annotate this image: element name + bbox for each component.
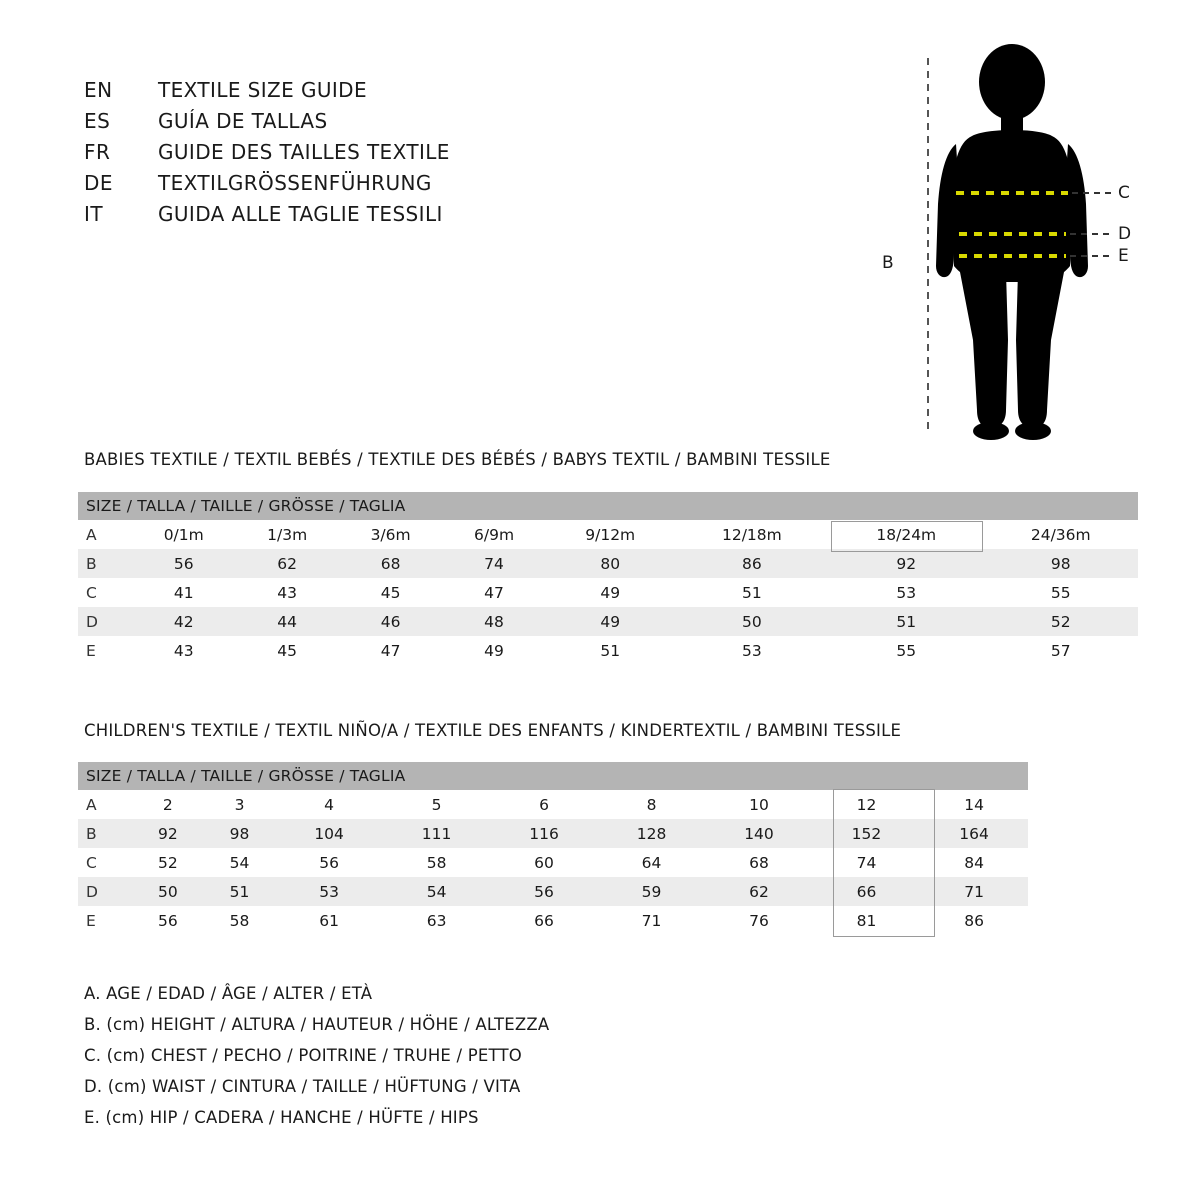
chest-label-c: C — [1118, 183, 1130, 203]
cell: 1/3m — [235, 520, 338, 549]
cell: 152 — [813, 819, 920, 848]
cell: 62 — [705, 877, 812, 906]
cell: 86 — [920, 906, 1028, 935]
cell: 51 — [829, 607, 983, 636]
cell: 47 — [339, 636, 442, 665]
title-lang-it: IT — [84, 202, 104, 226]
cell: 58 — [383, 848, 490, 877]
cell: 50 — [675, 607, 829, 636]
row-label-d: D — [78, 877, 132, 906]
cell: 71 — [920, 877, 1028, 906]
hip-label-e: E — [1118, 246, 1129, 266]
row-label-c: C — [78, 578, 132, 607]
title-text-de: TEXTILGRÖSSENFÜHRUNG — [158, 171, 432, 195]
cell: 53 — [275, 877, 382, 906]
cell: 47 — [442, 578, 545, 607]
cell: 56 — [132, 549, 235, 578]
row-label-c: C — [78, 848, 132, 877]
cell: 12 — [813, 790, 920, 819]
cell: 3/6m — [339, 520, 442, 549]
cell: 8 — [598, 790, 705, 819]
title-text-es: GUÍA DE TALLAS — [158, 109, 328, 133]
cell: 0/1m — [132, 520, 235, 549]
table-row — [78, 549, 1138, 578]
cell: 43 — [235, 578, 338, 607]
row-label-b: B — [78, 549, 132, 578]
cell: 46 — [339, 607, 442, 636]
cell: 98 — [204, 819, 276, 848]
cell: 4 — [275, 790, 382, 819]
title-text-it: GUIDA ALLE TAGLIE TESSILI — [158, 202, 443, 226]
title-lang-es: ES — [84, 109, 111, 133]
cell: 54 — [204, 848, 276, 877]
cell: 58 — [204, 906, 276, 935]
legend-line-b: B. (cm) HEIGHT / ALTURA / HAUTEUR / HÖHE / ALTEZZA — [84, 1015, 550, 1034]
table-header-row — [78, 762, 1028, 790]
child-silhouette — [936, 44, 1088, 440]
row-label-a: A — [78, 520, 132, 549]
table-row — [78, 578, 1138, 607]
cell: 164 — [920, 819, 1028, 848]
title-row — [84, 78, 704, 109]
cell: 10 — [705, 790, 812, 819]
cell: 80 — [546, 549, 675, 578]
cell: 45 — [339, 578, 442, 607]
cell: 41 — [132, 578, 235, 607]
cell: 57 — [984, 636, 1139, 665]
cell: 64 — [598, 848, 705, 877]
cell: 81 — [813, 906, 920, 935]
table-row — [78, 848, 1028, 877]
cell: 53 — [829, 578, 983, 607]
row-label-a: A — [78, 790, 132, 819]
cell: 56 — [490, 877, 597, 906]
cell: 14 — [920, 790, 1028, 819]
cell: 3 — [204, 790, 276, 819]
cell: 59 — [598, 877, 705, 906]
cell: 2 — [132, 790, 204, 819]
cell: 76 — [705, 906, 812, 935]
cell: 74 — [813, 848, 920, 877]
cell: 116 — [490, 819, 597, 848]
cell: 49 — [546, 607, 675, 636]
title-row — [84, 109, 704, 140]
table-header-row — [78, 492, 1138, 520]
children-section-heading: CHILDREN'S TEXTILE / TEXTIL NIÑO/A / TEXTILE DES ENFANTS / KINDERTEXTIL / BAMBINI TESSILE — [84, 721, 902, 740]
table-row — [78, 790, 1028, 819]
cell: 66 — [813, 877, 920, 906]
cell: 66 — [490, 906, 597, 935]
table-row — [78, 819, 1028, 848]
legend-line-d: D. (cm) WAIST / CINTURA / TAILLE / HÜFTUNG / VITA — [84, 1077, 521, 1096]
cell: 49 — [442, 636, 545, 665]
cell: 44 — [235, 607, 338, 636]
cell: 63 — [383, 906, 490, 935]
table-row — [78, 906, 1028, 935]
cell: 84 — [920, 848, 1028, 877]
row-label-d: D — [78, 607, 132, 636]
cell: 51 — [546, 636, 675, 665]
title-block — [84, 78, 704, 233]
legend-line-a: A. AGE / EDAD / ÂGE / ALTER / ETÀ — [84, 984, 373, 1003]
cell: 62 — [235, 549, 338, 578]
children-size-table — [78, 762, 1028, 935]
cell: 12/18m — [675, 520, 829, 549]
cell: 60 — [490, 848, 597, 877]
babies-size-table — [78, 492, 1138, 665]
table-row — [78, 520, 1138, 549]
cell: 52 — [984, 607, 1139, 636]
babies-section-heading: BABIES TEXTILE / TEXTIL BEBÉS / TEXTILE DES BÉBÉS / BABYS TEXTIL / BAMBINI TESSILE — [84, 450, 831, 469]
table-row — [78, 607, 1138, 636]
cell: 71 — [598, 906, 705, 935]
title-lang-de: DE — [84, 171, 114, 195]
cell: 74 — [442, 549, 545, 578]
cell: 104 — [275, 819, 382, 848]
row-label-e: E — [78, 636, 132, 665]
cell: 56 — [275, 848, 382, 877]
cell: 51 — [675, 578, 829, 607]
title-row — [84, 171, 704, 202]
cell: 128 — [598, 819, 705, 848]
title-lang-en: EN — [84, 78, 113, 102]
cell: 98 — [984, 549, 1139, 578]
table-row — [78, 636, 1138, 665]
cell: 49 — [546, 578, 675, 607]
cell: 55 — [984, 578, 1139, 607]
title-row — [84, 140, 704, 171]
title-lang-fr: FR — [84, 140, 111, 164]
height-label-b: B — [882, 253, 894, 273]
cell: 61 — [275, 906, 382, 935]
cell: 6 — [490, 790, 597, 819]
cell: 9/12m — [546, 520, 675, 549]
children-column-header: SIZE / TALLA / TAILLE / GRÖSSE / TAGLIA — [78, 762, 1028, 790]
legend-line-e: E. (cm) HIP / CADERA / HANCHE / HÜFTE / HIPS — [84, 1108, 479, 1127]
table-row — [78, 877, 1028, 906]
cell: 68 — [705, 848, 812, 877]
cell: 52 — [132, 848, 204, 877]
cell: 140 — [705, 819, 812, 848]
title-text-fr: GUIDE DES TAILLES TEXTILE — [158, 140, 450, 164]
cell: 54 — [383, 877, 490, 906]
cell: 18/24m — [829, 520, 983, 549]
cell: 43 — [132, 636, 235, 665]
cell: 55 — [829, 636, 983, 665]
waist-label-d: D — [1118, 224, 1132, 244]
babies-column-header: SIZE / TALLA / TAILLE / GRÖSSE / TAGLIA — [78, 492, 1138, 520]
cell: 68 — [339, 549, 442, 578]
cell: 45 — [235, 636, 338, 665]
cell: 5 — [383, 790, 490, 819]
cell: 92 — [829, 549, 983, 578]
row-label-e: E — [78, 906, 132, 935]
cell: 51 — [204, 877, 276, 906]
cell: 50 — [132, 877, 204, 906]
cell: 53 — [675, 636, 829, 665]
cell: 86 — [675, 549, 829, 578]
cell: 111 — [383, 819, 490, 848]
title-text-en: TEXTILE SIZE GUIDE — [158, 78, 368, 102]
row-label-b: B — [78, 819, 132, 848]
cell: 6/9m — [442, 520, 545, 549]
body-measurement-figure — [860, 40, 1160, 450]
cell: 92 — [132, 819, 204, 848]
measurement-legend — [84, 978, 549, 1133]
cell: 48 — [442, 607, 545, 636]
legend-line-c: C. (cm) CHEST / PECHO / POITRINE / TRUHE / PETTO — [84, 1046, 522, 1065]
title-row — [84, 202, 704, 233]
cell: 56 — [132, 906, 204, 935]
cell: 24/36m — [984, 520, 1139, 549]
cell: 42 — [132, 607, 235, 636]
